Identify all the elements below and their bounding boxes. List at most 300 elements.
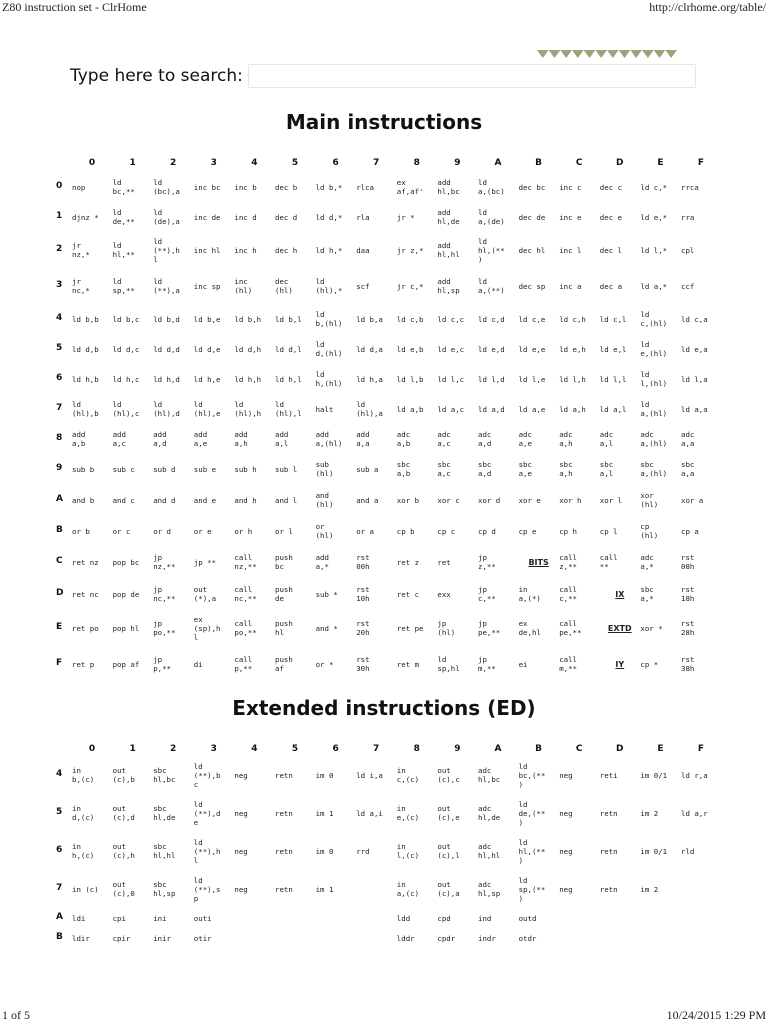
- column-header: 8: [413, 744, 420, 754]
- instruction-cell: cpl: [681, 245, 695, 255]
- instruction-cell: ld l,*: [640, 245, 668, 255]
- instruction-cell: cp l: [599, 526, 618, 536]
- instruction-cell: ret m: [396, 659, 420, 669]
- row-header: 1: [56, 211, 63, 221]
- row-header: 3: [56, 280, 63, 290]
- instruction-cell: sub *: [315, 589, 338, 599]
- instruction-cell: ld de,**: [112, 208, 135, 226]
- row-header: 7: [56, 883, 63, 893]
- column-header: 3: [210, 158, 217, 168]
- instruction-cell: ld b,d: [153, 314, 180, 324]
- instruction-cell: ld i,a: [356, 770, 383, 780]
- instruction-cell: cpd: [437, 913, 451, 923]
- instruction-cell: add a,a: [356, 430, 370, 448]
- instruction-cell: add a,l: [275, 430, 289, 448]
- instruction-cell: and c: [112, 495, 135, 505]
- column-header: 4: [251, 744, 258, 754]
- column-header: 0: [88, 744, 96, 754]
- instruction-cell: ret pe: [396, 623, 424, 633]
- column-header: D: [616, 744, 624, 754]
- instruction-cell: and *: [315, 623, 338, 633]
- instruction-cell: retn: [275, 884, 293, 894]
- instruction-cell: cp b: [396, 526, 415, 536]
- instruction-cell: add hl,de: [437, 208, 460, 226]
- instruction-cell: otdr: [518, 933, 537, 943]
- instruction-cell: ld (hl),l: [275, 400, 302, 418]
- instruction-cell: add a,b: [72, 430, 86, 448]
- instruction-cell: djnz *: [72, 212, 99, 222]
- instruction-cell: dec (hl): [275, 277, 293, 295]
- instruction-cell: ld e,b: [396, 344, 424, 354]
- row-header: 4: [56, 313, 63, 323]
- instruction-cell: rla: [356, 212, 370, 222]
- instruction-cell: ld b,*: [315, 182, 343, 192]
- instruction-cell: sbc hl,bc: [153, 766, 176, 784]
- instruction-cell: out (c),d: [112, 804, 135, 822]
- instruction-cell: [600, 928, 640, 948]
- instruction-cell: in b,(c): [72, 766, 95, 784]
- instruction-cell: ld h,c: [112, 374, 140, 384]
- instruction-cell: reti: [599, 770, 618, 780]
- instruction-cell: ld e,l: [599, 344, 627, 354]
- instruction-cell: ld (**),s p: [193, 875, 221, 903]
- instruction-cell: sub d: [153, 464, 176, 474]
- instruction-cell: add hl,bc: [437, 178, 460, 196]
- instruction-cell: pop hl: [112, 623, 140, 633]
- instruction-cell: im 0: [315, 846, 334, 856]
- instruction-cell: sbc a,l: [599, 460, 614, 478]
- instruction-cell: ld hl,(** ): [518, 837, 546, 865]
- instruction-cell: adc hl,bc: [478, 766, 501, 784]
- instruction-cell: jp nz,**: [153, 553, 176, 571]
- instruction-cell: call p,**: [234, 655, 253, 673]
- instruction-cell: inir: [153, 933, 171, 943]
- instruction-cell: ld c,h: [559, 314, 586, 324]
- instruction-cell: in a,(c): [396, 880, 420, 898]
- instruction-cell: in e,(c): [396, 804, 420, 822]
- column-header: 4: [251, 158, 258, 168]
- column-header: 6: [332, 744, 339, 754]
- instruction-cell: [316, 908, 356, 928]
- instruction-cell: ld l,l: [599, 374, 627, 384]
- column-header: 7: [373, 744, 380, 754]
- instruction-cell: sbc a,*: [640, 585, 654, 603]
- instruction-cell: in l,(c): [396, 842, 420, 860]
- instruction-cell: or d: [153, 526, 171, 536]
- instruction-cell: daa: [356, 245, 370, 255]
- instruction-cell: dec bc: [518, 182, 546, 192]
- instruction-cell: call po,**: [234, 619, 257, 637]
- instruction-cell: [640, 928, 680, 948]
- instruction-cell: dec e: [599, 212, 623, 222]
- instruction-cell: ld (**),h l: [153, 236, 180, 264]
- print-header: [0, 0, 768, 16]
- prefix-link-bits[interactable]: BITS: [528, 557, 549, 567]
- row-header: A: [56, 494, 63, 504]
- instruction-cell: sbc a,c: [437, 460, 451, 478]
- instruction-cell: neg: [234, 770, 248, 780]
- instruction-cell: push hl: [275, 619, 293, 637]
- instruction-cell: neg: [559, 808, 573, 818]
- instruction-cell: inc l: [559, 245, 582, 255]
- instruction-cell: ld l,b: [396, 374, 424, 384]
- instruction-cell: [559, 908, 599, 928]
- instruction-cell: cpir: [112, 933, 131, 943]
- instruction-cell: ld bc,(** ): [518, 761, 546, 789]
- row-header: D: [56, 588, 64, 598]
- instruction-cell: jp m,**: [478, 655, 496, 673]
- main-instructions-title: Main instructions: [285, 110, 483, 134]
- instruction-cell: xor (hl): [640, 491, 659, 509]
- instruction-cell: call nz,**: [234, 553, 257, 571]
- instruction-cell: ret c: [396, 589, 420, 599]
- instruction-cell: jp nc,**: [153, 585, 176, 603]
- instruction-cell: inc b: [234, 182, 257, 192]
- column-header: 9: [454, 744, 461, 754]
- instruction-cell: inc de: [193, 212, 221, 222]
- prefix-link-iy[interactable]: IY: [615, 659, 625, 669]
- instruction-cell: ld r,a: [681, 770, 708, 780]
- instruction-cell: jp c,**: [478, 585, 496, 603]
- row-header: B: [56, 525, 63, 535]
- instruction-cell: ret po: [72, 623, 99, 633]
- instruction-cell: [316, 928, 356, 948]
- instruction-cell: ret z: [396, 557, 420, 567]
- instruction-cell: push de: [275, 585, 293, 603]
- instruction-cell: ld d,d: [153, 344, 180, 354]
- instruction-cell: rst 18h: [681, 585, 695, 603]
- instruction-cell: xor b: [396, 495, 420, 505]
- instruction-cell: jp po,**: [153, 619, 176, 637]
- instruction-cell: out (c),b: [112, 766, 135, 784]
- instruction-cell: ld d,e: [193, 344, 221, 354]
- instruction-cell: ld (**),a: [153, 277, 180, 295]
- row-header: 9: [56, 463, 63, 473]
- instruction-cell: ld d,(hl): [315, 340, 343, 358]
- column-header: C: [575, 158, 583, 168]
- instruction-cell: dec d: [275, 212, 298, 222]
- print-title: Z80 instruction set - ClrHome: [2, 0, 147, 14]
- instruction-cell: [681, 928, 721, 948]
- instruction-cell: indr: [478, 933, 496, 943]
- instruction-cell: ld b,c: [112, 314, 140, 324]
- instruction-cell: ld c,(hl): [640, 310, 668, 328]
- instruction-cell: or e: [193, 526, 212, 536]
- instruction-cell: push bc: [275, 553, 293, 571]
- instruction-cell: out (c),e: [437, 804, 460, 822]
- instruction-cell: or (hl): [315, 522, 334, 540]
- instruction-cell: add hl,hl: [437, 241, 460, 259]
- instruction-cell: adc hl,hl: [478, 842, 501, 860]
- instruction-cell: ld e,h: [559, 344, 586, 354]
- instruction-cell: ld a,c: [437, 404, 465, 414]
- instruction-cell: ld c,l: [599, 314, 627, 324]
- instruction-cell: ld (bc),a: [153, 178, 180, 196]
- instruction-cell: add a,d: [153, 430, 167, 448]
- instruction-cell: ld sp,(** ): [518, 875, 546, 903]
- instruction-cell: ld (hl),d: [153, 400, 180, 418]
- instruction-cell: halt: [315, 404, 334, 414]
- instruction-cell: ld (hl),c: [112, 400, 140, 418]
- instruction-cell: or b: [72, 526, 90, 536]
- instruction-cell: rrca: [681, 182, 699, 192]
- instruction-cell: lddr: [396, 933, 415, 943]
- instruction-cell: ret: [437, 557, 451, 567]
- instruction-cell: pop de: [112, 589, 140, 599]
- instruction-cell: ld l,c: [437, 374, 465, 384]
- instruction-cell: ld (hl),a: [356, 400, 383, 418]
- instruction-cell: ld l,h: [559, 374, 586, 384]
- instruction-cell: and (hl): [315, 491, 334, 509]
- instruction-cell: cp c: [437, 526, 456, 536]
- instruction-cell: or l: [275, 526, 293, 536]
- column-header: 6: [332, 158, 339, 168]
- instruction-cell: ret nz: [72, 557, 99, 567]
- row-header: 5: [56, 807, 63, 817]
- instruction-cell: ld a,*: [640, 281, 668, 291]
- instruction-cell: adc a,c: [437, 430, 451, 448]
- extended-instructions-title: Extended instructions (ED): [232, 696, 536, 720]
- instruction-cell: retn: [275, 808, 293, 818]
- instruction-cell: retn: [275, 770, 293, 780]
- instruction-cell: jp p,**: [153, 655, 171, 673]
- instruction-cell: neg: [234, 846, 248, 856]
- instruction-cell: rst 20h: [356, 619, 370, 637]
- column-header: 1: [129, 158, 136, 168]
- instruction-cell: jp **: [193, 557, 217, 567]
- column-header: D: [616, 158, 624, 168]
- instruction-cell: sbc a,(hl): [640, 460, 668, 478]
- prefix-link-extd[interactable]: EXTD: [607, 623, 632, 633]
- instruction-cell: rst 28h: [681, 619, 695, 637]
- instruction-cell: ret nc: [72, 589, 99, 599]
- instruction-cell: ld l,e: [518, 374, 546, 384]
- instruction-cell: ld c,a: [681, 314, 708, 324]
- instruction-cell: sub a: [356, 464, 379, 474]
- instruction-cell: jp z,**: [478, 553, 496, 571]
- instruction-cell: neg: [559, 846, 573, 856]
- instruction-cell: inc h: [234, 245, 257, 255]
- instruction-cell: [600, 908, 640, 928]
- instruction-cell: adc a,d: [478, 430, 492, 448]
- instruction-cell: ex (sp),h l: [193, 614, 221, 642]
- instruction-cell: ld (hl),e: [193, 400, 221, 418]
- instruction-cell: ld (hl),h: [234, 400, 262, 418]
- instruction-cell: ld (de),a: [153, 208, 180, 226]
- instruction-cell: rst 08h: [681, 553, 695, 571]
- instruction-cell: sub e: [193, 464, 217, 474]
- instruction-cell: sub (hl): [315, 460, 334, 478]
- instruction-cell: rlca: [356, 182, 374, 192]
- instruction-cell: ex af,af': [396, 178, 424, 196]
- zigzag-decoration: [537, 50, 677, 60]
- search-input[interactable]: [248, 64, 696, 88]
- instruction-cell: adc hl,de: [478, 804, 501, 822]
- instruction-cell: call pe,**: [559, 619, 582, 637]
- instruction-cell: adc a,(hl): [640, 430, 668, 448]
- instruction-cell: ld b,a: [356, 314, 383, 324]
- instruction-cell: ld b,l: [275, 314, 302, 324]
- instruction-cell: and h: [234, 495, 257, 505]
- instruction-cell: adc a,b: [396, 430, 411, 448]
- instruction-cell: ld l,(hl): [640, 370, 668, 388]
- instruction-cell: ld e,c: [437, 344, 465, 354]
- column-header: A: [494, 158, 502, 168]
- instruction-cell: and b: [72, 495, 95, 505]
- column-header: 0: [88, 158, 96, 168]
- instruction-cell: cp h: [559, 526, 577, 536]
- instruction-cell: im 2: [640, 884, 659, 894]
- instruction-cell: rrd: [356, 846, 370, 856]
- instruction-cell: retn: [599, 846, 618, 856]
- instruction-cell: out (c),a: [437, 880, 460, 898]
- row-header: 5: [56, 343, 63, 353]
- instruction-cell: dec h: [275, 245, 298, 255]
- instruction-cell: or h: [234, 526, 253, 536]
- instruction-cell: xor *: [640, 623, 663, 633]
- column-header: C: [575, 744, 583, 754]
- instruction-cell: and d: [153, 495, 176, 505]
- instruction-cell: ld c,d: [478, 314, 505, 324]
- column-header: 2: [170, 158, 177, 168]
- instruction-cell: sbc a,a: [681, 460, 695, 478]
- instruction-cell: ld e,e: [518, 344, 546, 354]
- instruction-cell: ld e,*: [640, 212, 668, 222]
- instruction-cell: add a,(hl): [315, 430, 343, 448]
- instruction-cell: rst 00h: [356, 553, 370, 571]
- instruction-cell: [234, 908, 274, 928]
- instruction-cell: sbc a,b: [396, 460, 411, 478]
- instruction-cell: ld a,l: [599, 404, 627, 414]
- instruction-cell: neg: [559, 884, 573, 894]
- instruction-cell: retn: [599, 884, 618, 894]
- column-header: B: [535, 158, 543, 168]
- instruction-cell: ld (hl),*: [315, 277, 343, 295]
- instruction-cell: ld d,*: [315, 212, 343, 222]
- instruction-cell: in h,(c): [72, 842, 95, 860]
- instruction-cell: ldd: [396, 913, 411, 923]
- instruction-cell: dec hl: [518, 245, 546, 255]
- print-datetime: 10/24/2015 1:29 PM: [666, 1008, 766, 1022]
- instruction-cell: ld h,l: [275, 374, 302, 384]
- instruction-cell: ld a,d: [478, 404, 505, 414]
- row-header: 0: [56, 181, 63, 191]
- instruction-cell: dec l: [599, 245, 623, 255]
- instruction-cell: dec sp: [518, 281, 546, 291]
- instruction-cell: jr z,*: [396, 245, 424, 255]
- instruction-cell: outd: [518, 913, 537, 923]
- column-header: 1: [129, 744, 136, 754]
- prefix-link-ix[interactable]: IX: [615, 589, 625, 599]
- column-header: B: [535, 744, 543, 754]
- instruction-cell: ld a,h: [559, 404, 586, 414]
- column-header: E: [657, 744, 664, 754]
- row-header: E: [56, 622, 63, 632]
- column-header: 2: [170, 744, 177, 754]
- instruction-cell: neg: [234, 808, 248, 818]
- instruction-cell: and a: [356, 495, 379, 505]
- instruction-cell: di: [193, 659, 203, 669]
- print-footer: [0, 1008, 768, 1024]
- instruction-cell: adc hl,sp: [478, 880, 501, 898]
- instruction-cell: ld a,e: [518, 404, 546, 414]
- instruction-cell: xor h: [559, 495, 582, 505]
- instruction-cell: cp e: [518, 526, 537, 536]
- instruction-cell: inc a: [559, 281, 582, 291]
- instruction-cell: inc (hl): [234, 277, 253, 295]
- instruction-cell: cpi: [112, 913, 126, 923]
- instruction-cell: dec b: [275, 182, 298, 192]
- instruction-cell: ld h,d: [153, 374, 180, 384]
- instruction-cell: ld l,a: [681, 374, 708, 384]
- instruction-cell: ind: [478, 913, 492, 923]
- column-header: 8: [413, 158, 420, 168]
- instruction-cell: sbc a,e: [518, 460, 532, 478]
- instruction-cell: retn: [599, 808, 618, 818]
- instruction-cell: add a,h: [234, 430, 248, 448]
- instruction-cell: ld hl,(** ): [478, 236, 505, 264]
- instruction-cell: ldi: [72, 913, 86, 923]
- instruction-cell: ld b,h: [234, 314, 262, 324]
- instruction-cell: ld a,(de): [478, 208, 505, 226]
- instruction-cell: call m,**: [559, 655, 577, 673]
- instruction-cell: retn: [275, 846, 293, 856]
- instruction-cell: im 0/1: [640, 770, 668, 780]
- row-header: B: [56, 932, 63, 942]
- instruction-cell: add hl,sp: [437, 277, 460, 295]
- instruction-cell: sbc hl,hl: [153, 842, 176, 860]
- instruction-cell: ld h,(hl): [315, 370, 343, 388]
- instruction-cell: ld (**),d e: [193, 799, 221, 827]
- instruction-cell: ini: [153, 913, 167, 923]
- instruction-cell: out (c),h: [112, 842, 135, 860]
- instruction-cell: ld e,d: [478, 344, 505, 354]
- instruction-cell: and l: [275, 495, 298, 505]
- instruction-cell: ld d,h: [234, 344, 262, 354]
- instruction-cell: jr nz,*: [72, 241, 90, 259]
- instruction-cell: xor a: [681, 495, 704, 505]
- instruction-cell: sbc hl,de: [153, 804, 176, 822]
- instruction-cell: im 0/1: [640, 846, 668, 856]
- instruction-cell: ld l,d: [478, 374, 505, 384]
- instruction-cell: [234, 928, 274, 948]
- instruction-cell: inc bc: [193, 182, 221, 192]
- instruction-cell: push af: [275, 655, 293, 673]
- column-header: E: [657, 158, 664, 168]
- instruction-cell: cp *: [640, 659, 659, 669]
- instruction-cell: out (*),a: [193, 585, 217, 603]
- instruction-cell: rst 38h: [681, 655, 695, 673]
- instruction-cell: sub b: [72, 464, 95, 474]
- instruction-cell: inc d: [234, 212, 257, 222]
- page-number: 1 of 5: [2, 1008, 30, 1022]
- instruction-cell: ld d,a: [356, 344, 383, 354]
- instruction-cell: out (c),l: [437, 842, 460, 860]
- column-header: 3: [210, 744, 217, 754]
- instruction-cell: ld bc,**: [112, 178, 135, 196]
- instruction-cell: ld d,b: [72, 344, 99, 354]
- instruction-cell: call **: [599, 553, 618, 571]
- instruction-cell: jp (hl): [437, 619, 456, 637]
- instruction-cell: sbc a,h: [559, 460, 573, 478]
- instruction-cell: rra: [681, 212, 695, 222]
- instruction-cell: inc c: [559, 182, 582, 192]
- instruction-cell: neg: [234, 884, 248, 894]
- instruction-cell: exx: [437, 589, 451, 599]
- instruction-cell: rst 10h: [356, 585, 370, 603]
- column-header: F: [697, 158, 705, 168]
- instruction-cell: rst 30h: [356, 655, 370, 673]
